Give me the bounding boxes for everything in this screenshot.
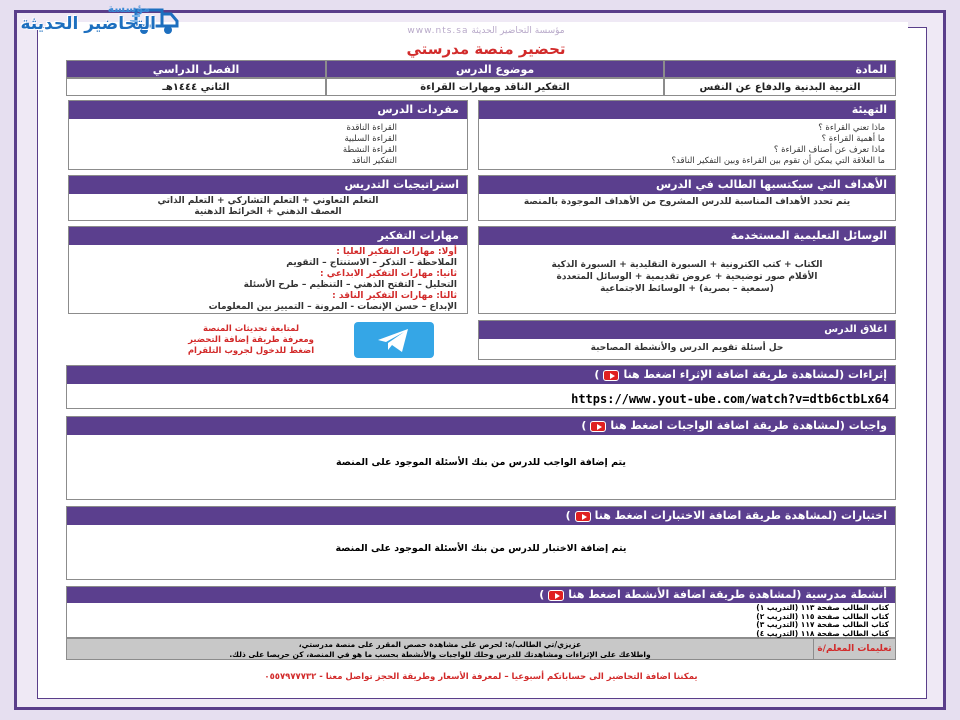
telegram-icon (354, 322, 434, 358)
tools-body (479, 245, 895, 309)
warmup-title: التهيئة (479, 101, 895, 119)
thinking-line: الملاحظة – التذكر – الاستنتاج – التقويم (286, 258, 457, 268)
enrichment-title-close: ) (594, 368, 600, 381)
header-watermark: مؤسسة التحاضير الحديثة www.nts.sa (407, 26, 565, 36)
enrichment-header[interactable] (67, 366, 895, 384)
warmup-line: ماذا تعني القراءة ؟ (818, 123, 885, 133)
youtube-icon[interactable] (548, 590, 564, 601)
closing-box (478, 320, 896, 360)
info-table (66, 60, 896, 96)
tools-line: الكتاب + كتب الكترونية + السبورة التقليدية + السبورة الذكية (551, 260, 823, 270)
telegram-button[interactable] (354, 322, 434, 358)
term-label: الفصل الدراسي (66, 60, 326, 78)
enrichment-box (66, 365, 896, 409)
term-value: الثاني ١٤٤٤هـ (66, 78, 326, 96)
instructions-text (67, 639, 813, 659)
strategies-line: العصف الذهني + الخرائط الذهنية (194, 207, 342, 217)
thinking-heading: ثانيا: مهارات التفكير الابداعي : (320, 269, 457, 279)
thinking-body (69, 245, 467, 315)
strategies-body (69, 194, 467, 220)
brand-logo (0, 0, 190, 44)
activities-title-close: ) (539, 588, 545, 601)
activities-title: أنشطة مدرسية (لمشاهدة طريقة اضافة الأنشطة اضغط هنا (568, 588, 887, 601)
brand-subtitle: مؤسسة (107, 2, 150, 15)
strategies-title: استراتيجيات التدريس (69, 176, 467, 194)
tests-title-close: ) (565, 509, 571, 522)
activity-item: كتاب الطالب صفحة ١١٧ (التدريب ٣) (756, 620, 889, 629)
tests-text: يتم إضافة الاختبار للدرس من بنك الأسئلة الموجود على المنصة (335, 543, 627, 554)
tools-line: (سمعية – بصرية) + الوسائط الاجتماعية (600, 284, 774, 294)
activities-list (67, 603, 895, 639)
topic-label: موضوع الدرس (326, 60, 664, 78)
activity-item: كتاب الطالب صفحة ١١٣ (التدريب ١) (756, 603, 889, 612)
thinking-heading: أولا: مهارات التفكير العليا : (336, 247, 457, 257)
warmup-box (478, 100, 896, 170)
tests-title: اختبارات (لمشاهدة طريقة اضافة الاختبارات اضغط هنا (594, 509, 887, 522)
telegram-note-line: ومعرفة طريقة إضافة التحضير (188, 335, 314, 345)
enrichment-link[interactable]: https://www.yout-ube.com/watch?v=dtb6ctbLx64 (571, 392, 889, 406)
homework-box (66, 416, 896, 500)
vocab-line: القراءة السلبية (344, 134, 397, 144)
footer-note: يمكننا اضافة التحاضير الى حساباتكم أسبوعيا – لمعرفة الأسعار وطريقة الحجز تواصل معنا - ٠٥٥٧٩٧٧٧٣٢ (264, 672, 698, 682)
homework-header[interactable] (67, 417, 895, 435)
vocab-title: مفردات الدرس (69, 101, 467, 119)
strategies-line: التعلم التعاوني + التعلم التشاركي + التعلم الذاتي (157, 196, 379, 206)
vocab-line: القراءة الناقدة (346, 123, 397, 133)
vocab-line: التفكير الناقد (351, 156, 397, 166)
tools-line: الأقلام صور توضيحية + عروض تقديمية + الوسائل المتعددة (556, 272, 818, 282)
strategies-box (68, 175, 468, 221)
thinking-line: التحليل – التفتح الذهني – التنظيم – طرح الأسئلة (243, 280, 457, 290)
warmup-line: ما أهمية القراءة ؟ (821, 134, 885, 144)
youtube-icon[interactable] (575, 511, 591, 522)
page-title: تحضير منصة مدرستي (406, 40, 566, 58)
telegram-note-line: اضغط للدخول لجروب التلقرام (187, 346, 315, 356)
instructions-line: عزيزي/تي الطالب/ة: لحرص على مشاهدة حصص المقرر على منصة مدرستي، (298, 640, 582, 649)
topic-value: التفكير الناقد ومهارات القراءة (326, 78, 664, 96)
subject-label: المادة (664, 60, 896, 78)
lesson-plan-page (46, 22, 908, 694)
tools-box (478, 226, 896, 314)
warmup-body (479, 119, 895, 171)
brand-title: التحاضير الحديثة (20, 14, 156, 34)
objectives-title: الأهداف التي سيكتسبها الطالب في الدرس (479, 176, 895, 194)
thinking-heading: ثالثا: مهارات التفكير الناقد : (332, 291, 457, 301)
vocab-body (69, 119, 467, 171)
activity-item: كتاب الطالب صفحة ١١٨ (التدريب ٤) (756, 628, 889, 638)
subject-value: التربية البدنية والدفاع عن النفس (664, 78, 896, 96)
closing-text: حل أسئلة تقويم الدرس والأنشطة المصاحبة (590, 343, 784, 353)
homework-title: واجبات (لمشاهدة طريقة اضافة الواجبات اضغط هنا (610, 419, 887, 432)
tools-title: الوسائل التعليمية المستخدمة (479, 227, 895, 245)
activity-item: كتاب الطالب صفحة ١١٥ (التدريب ٢) (756, 611, 889, 621)
instructions-line: واطلاعك على الإثراءات ومشاهدتك للدرس وحلك للواجبات والأنشطة بحسب ما هو في المنصة، كن حريصا على ذلك. (229, 649, 651, 659)
instructions-row (66, 638, 896, 660)
telegram-note (156, 324, 346, 357)
homework-title-close: ) (581, 419, 587, 432)
thinking-title: مهارات التفكير (69, 227, 467, 245)
homework-text: يتم إضافة الواجب للدرس من بنك الأسئلة الموجود على المنصة (335, 457, 626, 468)
telegram-note-line: لمتابعة تحديثات المنصة (202, 324, 300, 334)
thinking-line: الإبداع – حسن الإنصات - المرونة – التمييز بين المعلومات (208, 302, 457, 312)
warmup-line: ماذا تعرف عن أصناف القراءة ؟ (773, 145, 885, 155)
youtube-icon[interactable] (603, 370, 619, 381)
enrichment-title: إثراءات (لمشاهدة طريقة اضافة الإثراء اضغط هنا (623, 368, 887, 381)
objectives-box (478, 175, 896, 221)
activities-header[interactable] (67, 587, 895, 603)
tests-header[interactable] (67, 507, 895, 525)
closing-title: اغلاق الدرس (479, 321, 895, 339)
vocab-line: القراءة النشطة (342, 145, 397, 155)
activities-box (66, 586, 896, 638)
warmup-line: ما العلاقة التي يمكن أن تقوم بين القراءة وبين التفكير الناقد؟ (671, 156, 885, 166)
instructions-label: تعليمات المعلم/ة (813, 639, 895, 659)
thinking-box (68, 226, 468, 314)
tests-box (66, 506, 896, 580)
objectives-text: يتم تحدد الأهداف المناسبة للدرس المشروح من الأهداف الموجودة بالمنصة (523, 197, 851, 207)
youtube-icon[interactable] (590, 421, 606, 432)
vocab-box (68, 100, 468, 170)
